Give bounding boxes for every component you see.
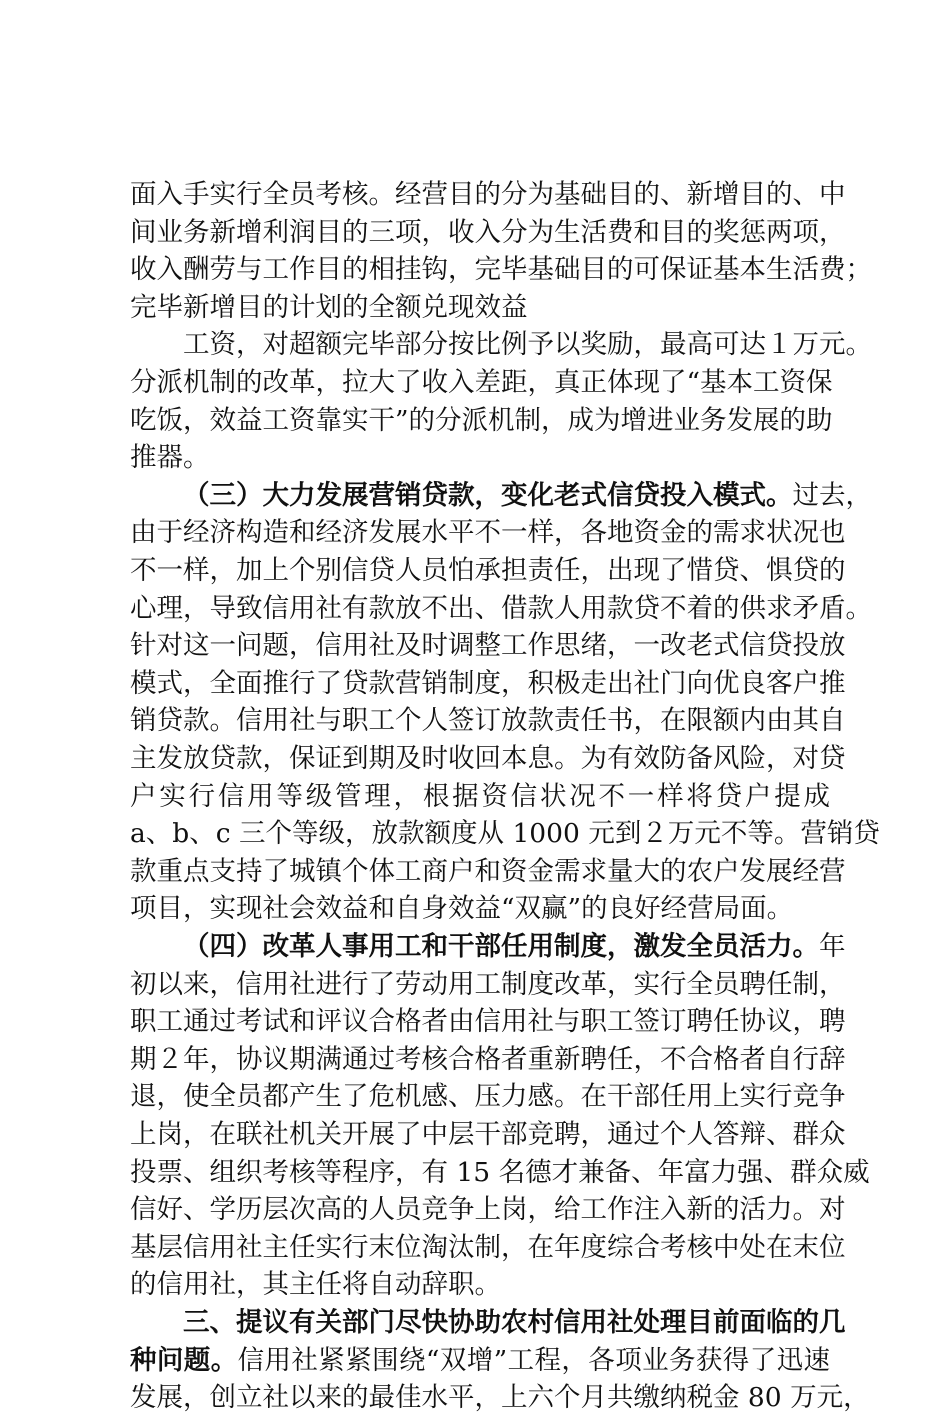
text-line: [130, 1043, 846, 1077]
text-line: [130, 1231, 846, 1265]
text-line: [130, 554, 846, 588]
line-text: 销贷款。信用社与职工个人签订放款责任书，在限额内由其自: [130, 705, 846, 737]
line-text: 模式，全面推行了贷款营销制度，积极走出社门向优良客户推: [130, 667, 846, 699]
text-line: [130, 592, 872, 626]
text-line: [130, 366, 833, 400]
text-line: [130, 780, 830, 814]
line-text: 初以来，信用社进行了劳动用工制度改革，实行全员聘任制，: [130, 968, 846, 1000]
text-line: [130, 892, 830, 926]
line-text: 过去，: [792, 479, 872, 511]
text-line: [130, 704, 846, 738]
text-line: [130, 1268, 830, 1302]
text-line: [130, 968, 846, 1002]
line-text: 心理，导致信用社有款放不出、借款人用款贷不着的供求矛盾。: [130, 592, 872, 624]
text-line: [130, 1005, 846, 1039]
line-text: 面入手实行全员考核。经营目的分为基础目的、新增目的、中: [130, 179, 846, 210]
text-line: [130, 178, 846, 212]
line-text: 收入酬劳与工作目的相挂钩，完毕基础目的可保证基本生活费；: [130, 254, 872, 286]
text-line: [130, 742, 846, 776]
text-line: [130, 404, 833, 438]
line-text: 的信用社，其主任将自动辞职。: [130, 1269, 501, 1301]
line-text: 分派机制的改革，拉大了收入差距，真正体现了“基本工资保: [130, 367, 833, 398]
line-text: 发展，创立社以来的最佳水平，上六个月共缴纳税金 80 万元，: [130, 1382, 870, 1414]
line-text: 基层信用社主任实行末位淘汰制，在年度综合考核中处在末位: [130, 1231, 846, 1263]
line-text: 信用社紧紧围绕“双增”工程，各项业务获得了迅速: [237, 1344, 830, 1376]
text-line: [183, 930, 846, 964]
line-text: 不一样，加上个别信贷人员怕承担责任，出现了惜贷、惧贷的: [130, 555, 846, 586]
line-text: 推器。: [130, 442, 210, 474]
line-text: 间业务新增利润目的三项，收入分为生活费和目的奖惩两项，: [130, 216, 846, 248]
text-line: [130, 291, 830, 325]
text-line: [130, 1156, 870, 1190]
line-text: 完毕新增目的计划的全额兑现效益: [130, 291, 528, 323]
bold-heading-text: （三）大力发展营销贷款，变化老式信贷投入模式。: [183, 479, 793, 511]
line-text: 信好、学历层次高的人员竞争上岗，给工作注入新的活力。对: [130, 1194, 846, 1226]
line-text: a、b、c 三个等级，放款额度从 1000 元到２万元不等。营销贷: [130, 818, 880, 850]
line-text: 工资，对超额完毕部分按比例予以奖励，最高可达１万元。: [183, 329, 872, 361]
line-text: 吃饭，效益工资靠实干”的分派机制，成为增进业务发展的助: [130, 404, 833, 436]
text-line: [130, 1193, 846, 1227]
text-line: [130, 441, 830, 475]
line-text: 投票、组织考核等程序，有 15 名德才兼备、年富力强、群众威: [130, 1156, 870, 1188]
text-line: [130, 216, 846, 250]
line-text: 上岗，在联社机关开展了中层干部竞聘，通过个人答辩、群众: [130, 1119, 846, 1150]
text-line: [130, 516, 846, 550]
line-text: 年: [819, 931, 846, 962]
line-text: 针对这一问题，信用社及时调整工作思绪，一改老式信贷投放: [130, 630, 846, 662]
text-line: [130, 1344, 830, 1378]
text-line: [183, 1306, 846, 1340]
text-line: [130, 855, 846, 889]
line-text: 户实行信用等级管理，根据资信状况不一样将贷户提成: [130, 780, 830, 812]
line-text: 项目，实现社会效益和自身效益“双赢”的良好经营局面。: [130, 893, 794, 925]
line-text: 退，使全员都产生了危机感、压力感。在干部任用上实行竞争: [130, 1081, 846, 1113]
text-line: [130, 1118, 846, 1152]
text-line: [130, 1080, 846, 1114]
line-text: 款重点支持了城镇个体工商户和资金需求量大的农户发展经营: [130, 855, 846, 887]
line-text: 期２年，协议期满通过考核合格者重新聘任，不合格者自行辞: [130, 1043, 846, 1075]
line-text: 由于经济构造和经济发展水平不一样，各地资金的需求状况也: [130, 517, 846, 549]
text-line: [183, 479, 872, 513]
bold-heading-text: 三、提议有关部门尽快协助农村信用社处理目前面临的几: [183, 1307, 846, 1338]
bold-heading-text: （四）改革人事用工和干部任用制度，激发全员活力。: [183, 931, 819, 962]
text-line: [130, 1381, 870, 1415]
text-line: [130, 253, 872, 287]
line-text: 职工通过考试和评议合格者由信用社与职工签订聘任协议，聘: [130, 1006, 846, 1038]
bold-heading-text: 种问题。: [130, 1344, 238, 1376]
text-line: [130, 817, 880, 851]
line-text: 主发放贷款，保证到期及时收回本息。为有效防备风险，对贷: [130, 743, 846, 774]
text-line: [183, 328, 872, 362]
text-line: [130, 629, 846, 663]
text-line: [130, 667, 846, 701]
